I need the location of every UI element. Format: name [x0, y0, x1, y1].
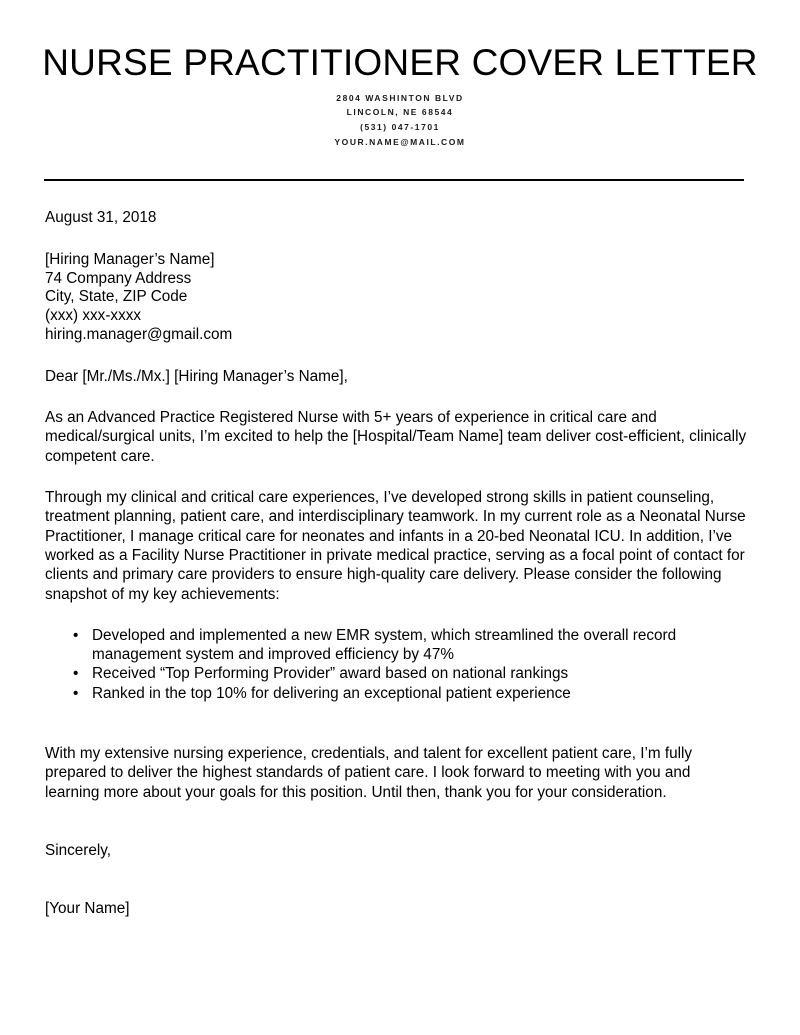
bullet-icon: •	[73, 684, 79, 702]
header-divider-wrap	[0, 149, 800, 181]
contact-phone: (531) 047-1701	[360, 122, 440, 133]
contact-street: 2804 WASHINTON BLVD	[336, 92, 464, 103]
list-item-label: Ranked in the top 10% for delivering an exceptional patient experience	[92, 684, 571, 702]
list-item	[45, 684, 748, 703]
achievements-list	[45, 604, 748, 703]
list-item	[45, 664, 748, 683]
contact-city-state-zip: LINCOLN, NE 68544	[346, 107, 454, 118]
body-paragraph-2: Through my clinical and critical care experiences, I’ve developed strong skills in patient counseling, treatment planning, patient care, and interdisciplinary teamwork. In my current role as a Neonatal Nurse Practitioner, I manage critical care for neonates and infants in a 20-bed Neonatal ICU. In addition, I’ve worked as a Facility Nurse Practitioner in private medical practice, serving as a focal point of contact for clients and primary care providers to ensure high-quality care delivery. Please consider the following snapshot of my key achievements:	[45, 489, 746, 603]
page-title: NURSE PRACTITIONER COVER LETTER	[42, 42, 758, 83]
recipient-city-state-zip: City, State, ZIP Code	[45, 288, 188, 306]
closing-paragraph: With my extensive nursing experience, credentials, and talent for excellent patient care, I’m fully prepared to deliver the highest standards of patient care. I look forward to meeting with you and learning more about your goals for this position. Until then, thank you for your consideration.	[45, 745, 693, 801]
list-item-label: Received “Top Performing Provider” award based on national rankings	[92, 665, 569, 683]
bullet-icon: •	[73, 626, 79, 644]
letter-date: August 31, 2018	[45, 209, 157, 227]
list-item	[45, 626, 748, 665]
bullet-icon: •	[73, 665, 79, 683]
contact-email: YOUR.NAME@MAIL.COM	[334, 136, 466, 147]
recipient-name: [Hiring Manager’s Name]	[45, 251, 215, 269]
letter-body	[0, 181, 800, 918]
body-paragraph-1: As an Advanced Practice Registered Nurse with 5+ years of experience in critical care and medical/surgical units, I’m excited to help the [Hospital/Team Name] team deliver cost-efficient, clinically competent care.	[45, 409, 747, 465]
recipient-email: hiring.manager@gmail.com	[45, 325, 233, 343]
recipient-block	[45, 227, 748, 344]
list-item-label: Developed and implemented a new EMR system, which streamlined the overall record management system and improved efficiency by 47%	[92, 626, 677, 664]
recipient-phone: (xxx) xxx-xxxx	[45, 307, 142, 324]
salutation: Dear [Mr./Ms./Mx.] [Hiring Manager’s Name],	[45, 368, 348, 386]
recipient-address: 74 Company Address	[45, 269, 192, 287]
contact-block	[0, 89, 800, 149]
signoff: Sincerely,	[45, 841, 112, 859]
letter-header	[0, 0, 800, 149]
signature-name: [Your Name]	[45, 899, 130, 917]
